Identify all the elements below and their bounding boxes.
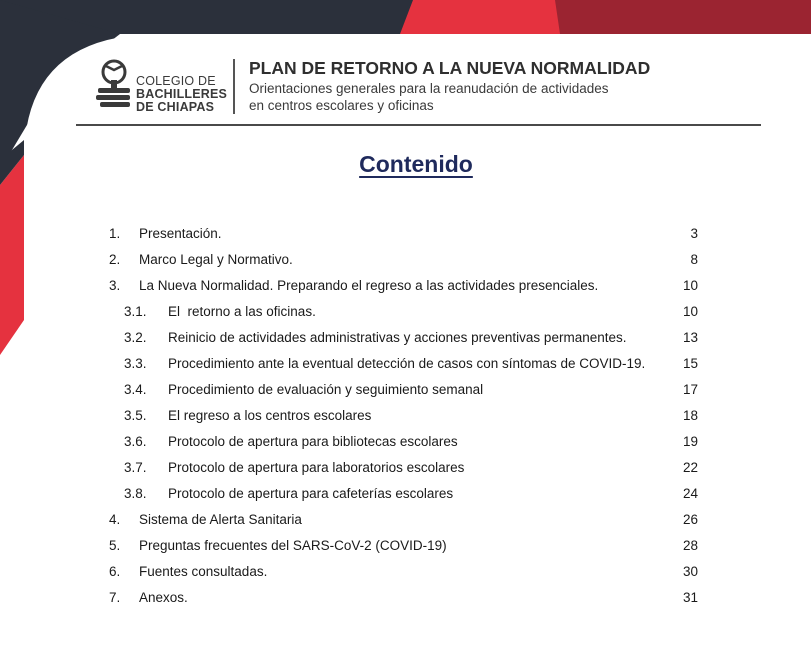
toc-entry[interactable]: [0, 252, 811, 276]
toc-entry-number: 3.4.: [124, 382, 147, 397]
toc-entry-number: 3.2.: [124, 330, 147, 345]
toc-entry[interactable]: [0, 460, 811, 484]
toc-entry-number: 4.: [109, 512, 121, 527]
toc-entry-page: 31: [682, 590, 698, 605]
toc-entry-page: 17: [682, 382, 698, 397]
toc-entry-page: 18: [682, 408, 698, 423]
logo-line-1: COLEGIO DE: [136, 74, 216, 88]
toc-entry-text: Procedimiento ante la eventual detección de casos con síntomas de COVID-19.: [168, 356, 646, 371]
toc-entry-text: El retorno a las oficinas.: [168, 304, 316, 319]
toc-entry-number: 3.8.: [124, 486, 147, 501]
toc-entry-text: Preguntas frecuentes del SARS-CoV-2 (COVID-19): [139, 538, 447, 553]
toc-entry-number: 3.5.: [124, 408, 147, 423]
toc-entry-text: Protocolo de apertura para bibliotecas escolares: [168, 434, 458, 449]
toc-entry-page: 13: [682, 330, 698, 345]
toc-entry-text: Procedimiento de evaluación y seguimiento semanal: [168, 382, 484, 397]
toc-entry-page: 19: [682, 434, 698, 449]
toc-entry[interactable]: [0, 278, 811, 302]
toc-entry-page: 3: [690, 226, 698, 241]
toc-entry-number: 3.: [109, 278, 121, 293]
toc-entry-page: 10: [682, 304, 698, 319]
toc-entry[interactable]: [0, 382, 811, 406]
toc-entry-page: 15: [682, 356, 698, 371]
toc-entry-number: 3.7.: [124, 460, 147, 475]
toc-entry-page: 28: [682, 538, 698, 553]
toc-entry[interactable]: [0, 330, 811, 354]
school-logo-text: [136, 75, 227, 114]
toc-entry-number: 5.: [109, 538, 121, 553]
toc-entry[interactable]: [0, 408, 811, 432]
toc-entry-text: Marco Legal y Normativo.: [139, 252, 293, 267]
toc-entry-number: 1.: [109, 226, 121, 241]
document-header: [0, 0, 811, 130]
toc-entry[interactable]: [0, 304, 811, 328]
plan-title: PLAN DE RETORNO A LA NUEVA NORMALIDAD: [249, 58, 651, 78]
toc-entry-text: Protocolo de apertura para cafeterías escolares: [168, 486, 454, 501]
toc-entry-page: 24: [682, 486, 698, 501]
toc-entry-number: 3.6.: [124, 434, 147, 449]
logo-line-3: DE CHIAPAS: [136, 100, 215, 114]
school-logo-icon: [94, 58, 134, 112]
toc-entry-text: Protocolo de apertura para laboratorios escolares: [168, 460, 465, 475]
toc-entry-number: 6.: [109, 564, 121, 579]
logo-line-2: BACHILLERES: [136, 87, 228, 101]
toc-entry-text: La Nueva Normalidad. Preparando el regreso a las actividades presenciales.: [139, 278, 599, 293]
toc-entry-number: 3.1.: [124, 304, 147, 319]
toc-entry[interactable]: [0, 356, 811, 380]
toc-entry-text: Reinicio de actividades administrativas y acciones preventivas permanentes.: [168, 330, 627, 345]
toc-title: Contenido: [359, 151, 473, 177]
header-rule: [76, 124, 761, 126]
toc-entry-text: Anexos.: [139, 590, 188, 605]
toc-entry-page: 30: [682, 564, 698, 579]
toc-entry-number: 3.3.: [124, 356, 147, 371]
toc-entry-text: Fuentes consultadas.: [139, 564, 268, 579]
toc-entry[interactable]: [0, 590, 811, 614]
plan-subtitle-line-1: Orientaciones generales para la reanudación de actividades: [249, 81, 609, 96]
plan-subtitle-line-2: en centros escolares y oficinas: [249, 98, 434, 113]
toc-entry[interactable]: [0, 512, 811, 536]
toc-entry[interactable]: [0, 564, 811, 588]
toc-entry[interactable]: [0, 226, 811, 250]
toc-entry-text: El regreso a los centros escolares: [168, 408, 372, 423]
toc-entry-text: Presentación.: [139, 226, 222, 241]
toc-entry-number: 2.: [109, 252, 121, 267]
toc-entry-page: 26: [682, 512, 698, 527]
header-divider: [233, 59, 235, 114]
toc-entry-page: 8: [690, 252, 698, 267]
toc-entry-text: Sistema de Alerta Sanitaria: [139, 512, 302, 527]
toc-entry[interactable]: [0, 538, 811, 562]
toc-entry-page: 10: [682, 278, 698, 293]
toc-entry[interactable]: [0, 486, 811, 510]
toc-entry-number: 7.: [109, 590, 121, 605]
toc-entry-page: 22: [682, 460, 698, 475]
plan-subtitle: [249, 80, 608, 114]
toc-entry[interactable]: [0, 434, 811, 458]
